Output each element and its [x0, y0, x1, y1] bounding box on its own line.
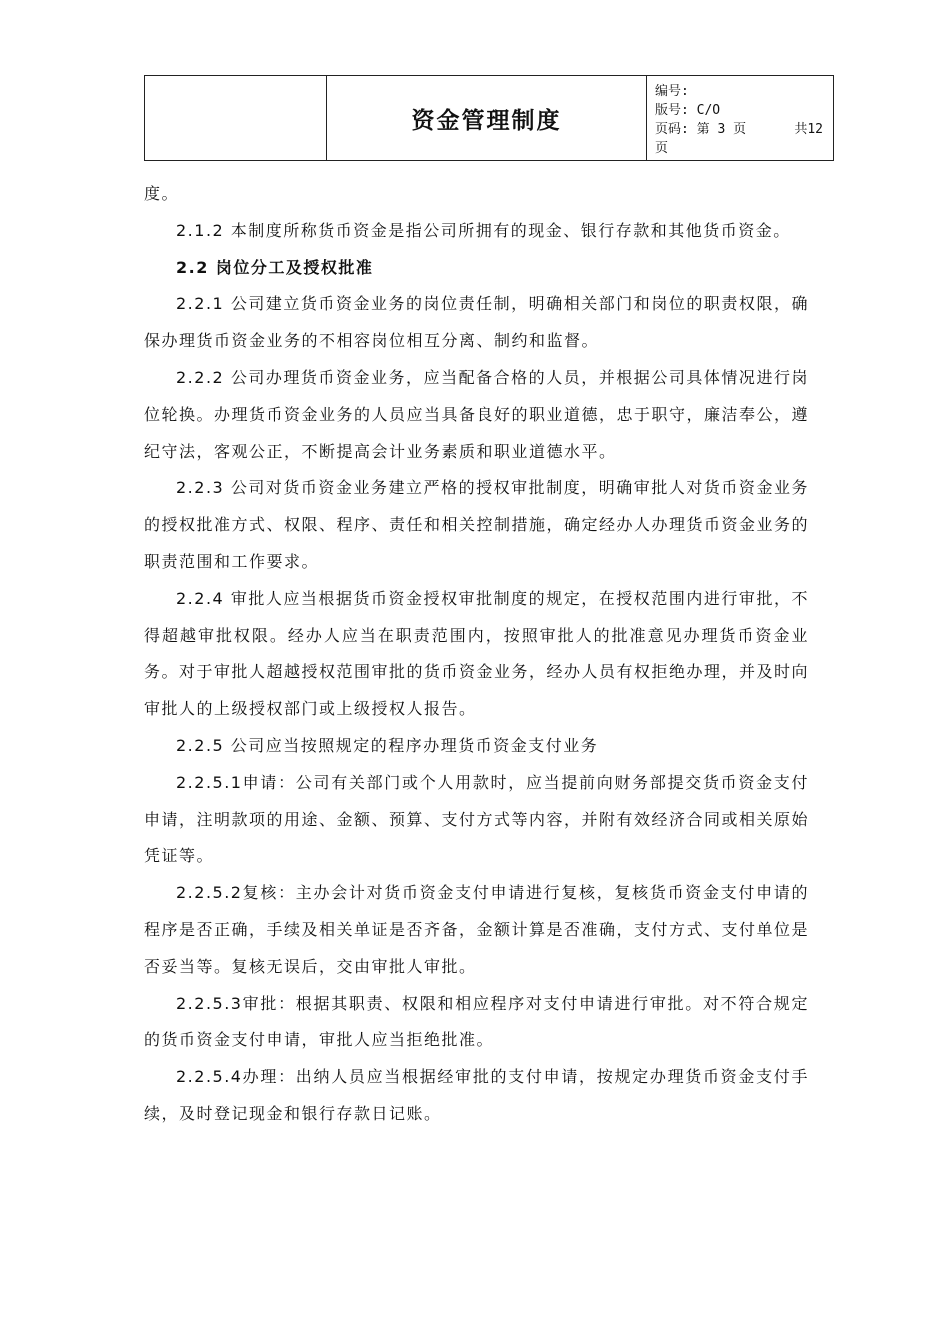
document-body — [144, 176, 809, 1133]
body-paragraph: 度。 — [144, 184, 180, 203]
header-logo-cell — [145, 76, 327, 160]
page-total-label: 共12 — [794, 122, 823, 137]
section-heading: 2.2 岗位分工及授权批准 — [176, 257, 374, 277]
body-paragraph: 2.2.5.4办理：出纳人员应当根据经审批的支付申请，按规定办理货币资金支付手续，及时登记现金和银行存款日记账。 — [144, 1067, 809, 1123]
body-paragraph: 2.2.5 公司应当按照规定的程序办理货币资金支付业务 — [176, 735, 599, 755]
body-paragraph: 2.2.3 公司对货币资金业务建立严格的授权审批制度，明确审批人对货币资金业务的授权批准方式、权限、程序、责任和相关控制措施，确定经办人办理货币资金业务的职责范围和工作要求。 — [144, 478, 810, 571]
document-meta — [647, 76, 833, 160]
page-unit-label: 页 — [655, 141, 669, 156]
body-paragraph: 2.2.2 公司办理货币资金业务，应当配备合格的人员，并根据公司具体情况进行岗位轮换。办理货币资金业务的人员应当具备良好的职业道德，忠于职守，廉洁奉公，遵纪守法，客观公正，不断提高会计业务素质和职业道德水平。 — [144, 367, 810, 461]
body-paragraph: 2.2.4 审批人应当根据货币资金授权审批制度的规定，在授权范围内进行审批，不得超越审批权限。经办人应当在职责范围内，按照审批人的批准意见办理货币资金业务。对于审批人超越授权范围审批的货币资金业务，经办人员有权拒绝办理，并及时向审批人的上级授权部门或上级授权人报告。 — [144, 588, 810, 719]
document-title: 资金管理制度 — [327, 76, 647, 160]
doc-page-number — [655, 120, 827, 139]
page-current-label: 页码: 第 3 页 — [655, 122, 747, 137]
doc-code-label: 编号: — [655, 84, 689, 99]
body-paragraph: 2.2.5.1申请：公司有关部门或个人用款时，应当提前向财务部提交货币资金支付申请，注明款项的用途、金额、预算、支付方式等内容，并附有效经济合同或相关原始凭证等。 — [144, 772, 810, 866]
body-paragraph: 2.2.1 公司建立货币资金业务的岗位责任制，明确相关部门和岗位的职责权限，确保办理货币资金业务的不相容岗位相互分离、制约和监督。 — [144, 294, 809, 351]
body-paragraph: 2.2.5.3审批：根据其职责、权限和相应程序对支付申请进行审批。对不符合规定的货币资金支付申请，审批人应当拒绝批准。 — [144, 993, 809, 1050]
doc-version-label: 版号: C/O — [655, 103, 721, 118]
body-paragraph: 2.2.5.2复核：主办会计对货币资金支付申请进行复核，复核货币资金支付申请的程序是否正确，手续及相关单证是否齐备，金额计算是否准确，支付方式、支付单位是否妥当等。复核无误后，交由审批人审批。 — [144, 883, 810, 976]
body-paragraph: 2.1.2 本制度所称货币资金是指公司所拥有的现金、银行存款和其他货币资金。 — [176, 220, 791, 240]
document-header — [144, 75, 834, 161]
